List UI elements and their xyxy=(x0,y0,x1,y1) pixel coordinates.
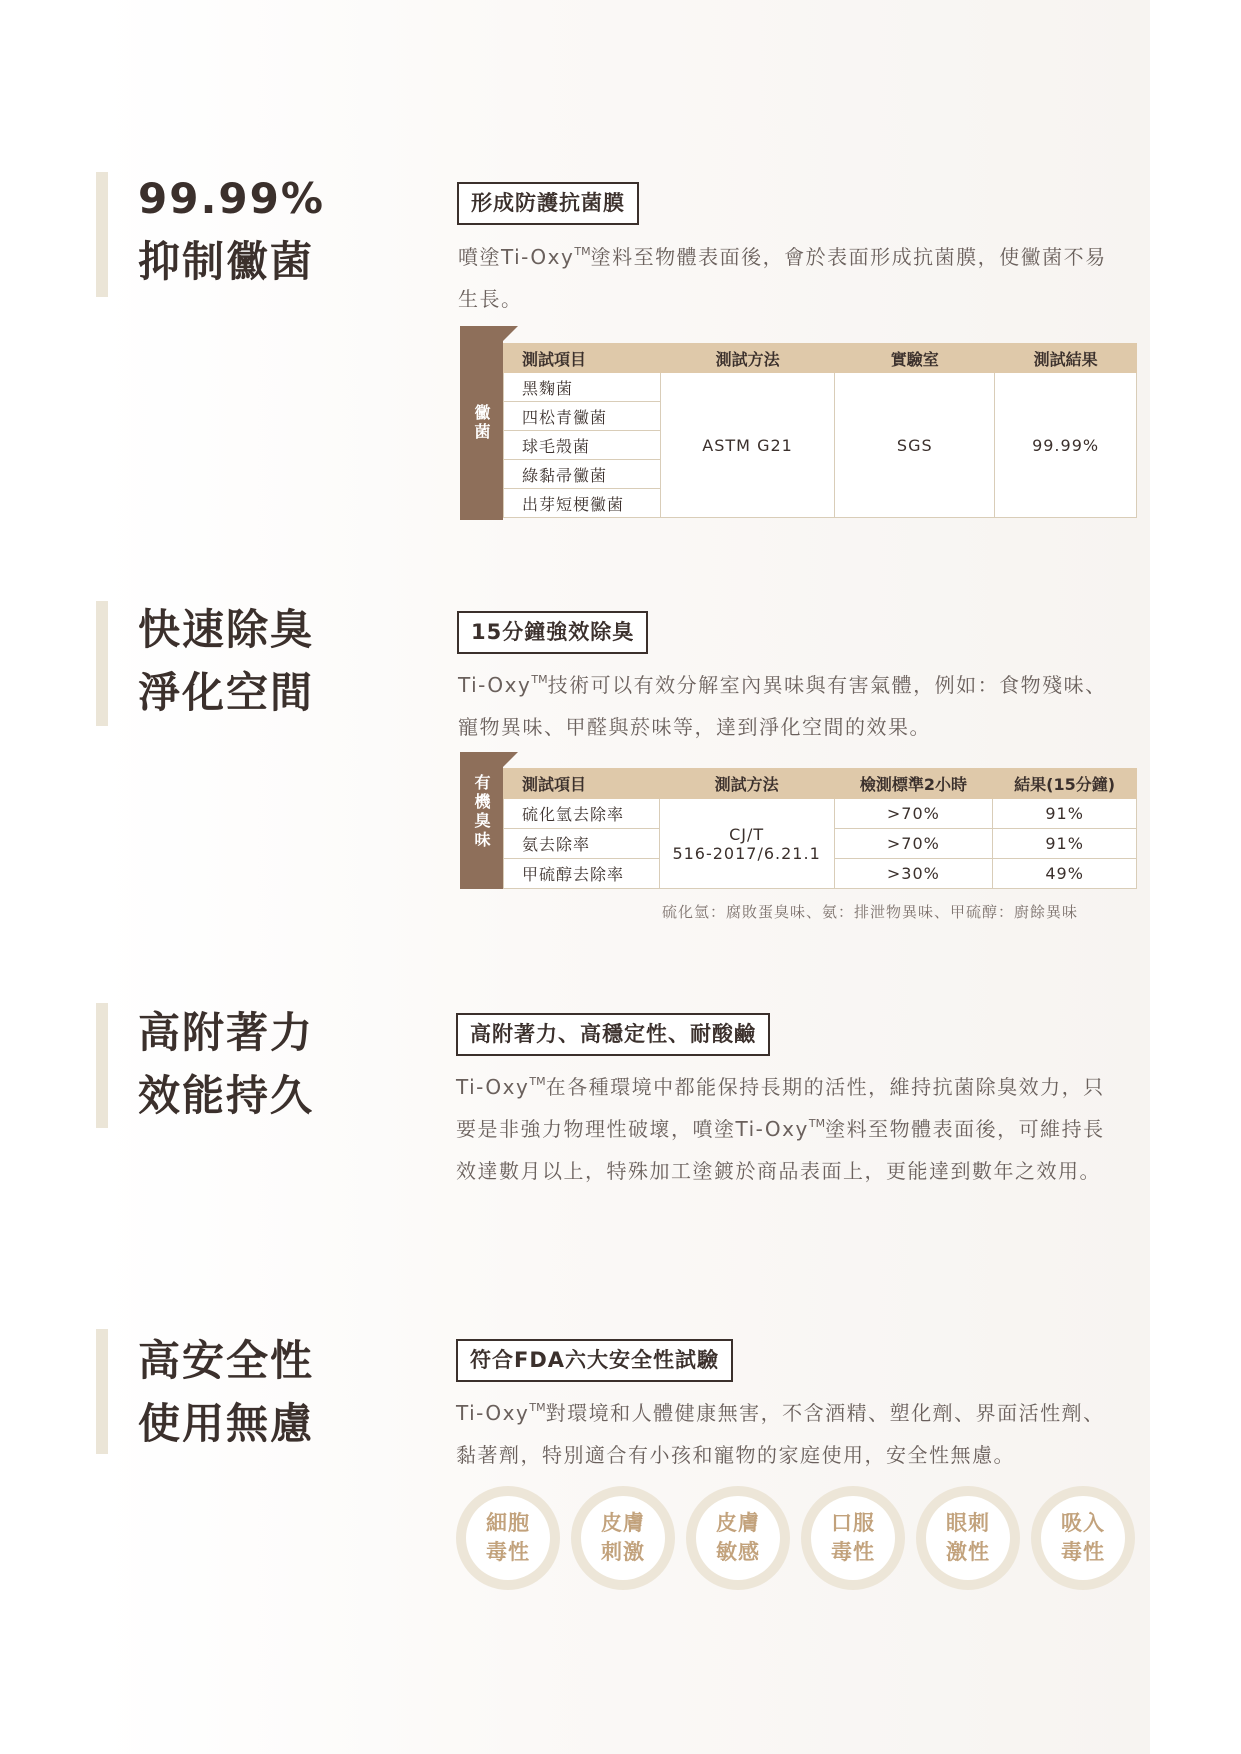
test-badge-skin-sensitization: 皮膚 敏感 xyxy=(686,1486,790,1590)
section-body xyxy=(456,1066,1105,1192)
table-cell: SGS xyxy=(835,373,995,518)
mold-test-table xyxy=(460,326,1137,520)
heading-line: 淨化空間 xyxy=(138,668,315,717)
table-cell: 99.99% xyxy=(995,373,1137,518)
heading-line: 效能持久 xyxy=(138,1071,315,1120)
table-cell: 91% xyxy=(993,799,1137,829)
table-cell: 綠黏帚黴菌 xyxy=(504,460,661,489)
section-heading xyxy=(138,167,325,293)
section-body xyxy=(456,1392,1105,1476)
body-line: Ti-Oxy™技術可以有效分解室內異味與有害氣體，例如：食物殘味、 xyxy=(458,673,1107,697)
table-cell: 氨去除率 xyxy=(504,829,660,859)
column-header: 檢測標準2小時 xyxy=(834,769,993,799)
heading-line: 99.99% xyxy=(138,174,325,223)
table-category-tab: 黴菌 xyxy=(460,326,503,520)
table-cell: 四松青黴菌 xyxy=(504,402,661,431)
section-accent-bar xyxy=(96,172,108,297)
section-heading xyxy=(138,598,314,724)
table-header-row xyxy=(504,769,1137,799)
test-badge-inhalation-toxicity: 吸入 毒性 xyxy=(1031,1486,1135,1590)
table-cell: 球毛殼菌 xyxy=(504,431,661,460)
column-header: 測試方法 xyxy=(660,344,835,373)
table-cell: 91% xyxy=(993,829,1137,859)
body-line: 寵物異味、甲醛與菸味等，達到淨化空間的效果。 xyxy=(458,715,931,739)
table-corner xyxy=(502,326,518,342)
table-category-tab: 有機臭味 xyxy=(460,752,503,889)
table-row xyxy=(504,373,1137,402)
table-cell: 硫化氫去除率 xyxy=(504,799,660,829)
test-badge-cytotoxicity: 細胞 毒性 xyxy=(456,1486,560,1590)
body-line: Ti-Oxy™在各種環境中都能保持長期的活性，維持抗菌除臭效力，只 xyxy=(456,1075,1105,1099)
table-corner xyxy=(502,752,518,768)
heading-line: 抑制黴菌 xyxy=(138,237,315,286)
body-line: 效達數月以上，特殊加工塗鍍於商品表面上，更能達到數年之效用。 xyxy=(456,1159,1101,1183)
heading-line: 快速除臭 xyxy=(138,605,315,654)
table-cell: ASTM G21 xyxy=(660,373,835,518)
heading-line: 使用無慮 xyxy=(138,1399,315,1448)
column-header: 測試項目 xyxy=(504,344,661,373)
section-subtitle: 15分鐘強效除臭 xyxy=(457,611,648,654)
section-subtitle: 符合FDA六大安全性試驗 xyxy=(456,1339,733,1382)
body-line: 噴塗Ti-Oxy™塗料至物體表面後，會於表面形成抗菌膜，使黴菌不易 xyxy=(458,245,1107,269)
body-line: 生長。 xyxy=(458,287,523,311)
test-badge-eye-irritation: 眼刺 激性 xyxy=(916,1486,1020,1590)
section-subtitle: 高附著力、高穩定性、耐酸鹼 xyxy=(456,1013,770,1056)
section-heading xyxy=(138,1001,314,1127)
test-badge-oral-toxicity: 口服 毒性 xyxy=(801,1486,905,1590)
odor-test-table xyxy=(460,752,1137,889)
column-header: 測試方法 xyxy=(659,769,834,799)
table-cell: 黑麴菌 xyxy=(504,373,661,402)
section-heading xyxy=(138,1329,314,1455)
section-body xyxy=(458,236,1107,320)
test-badge-skin-irritation: 皮膚 刺激 xyxy=(571,1486,675,1590)
column-header: 測試項目 xyxy=(504,769,660,799)
body-line: Ti-Oxy™對環境和人體健康無害，不含酒精、塑化劑、界面活性劑、 xyxy=(456,1401,1105,1425)
data-table xyxy=(503,343,1137,518)
column-header: 結果(15分鐘) xyxy=(993,769,1137,799)
body-line: 黏著劑，特別適合有小孩和寵物的家庭使用，安全性無慮。 xyxy=(456,1443,1015,1467)
table-cell: 49% xyxy=(993,859,1137,889)
table-cell: 出芽短梗黴菌 xyxy=(504,489,661,518)
data-table xyxy=(503,768,1137,889)
table-cell: >70% xyxy=(834,799,993,829)
section-body xyxy=(458,664,1107,748)
section-accent-bar xyxy=(96,1329,108,1454)
section-accent-bar xyxy=(96,601,108,726)
table-header-row xyxy=(504,344,1137,373)
body-line: 要是非強力物理性破壞，噴塗Ti-Oxy™塗料至物體表面後，可維持長 xyxy=(456,1117,1105,1141)
table-cell-method: CJ/T 516-2017/6.21.1 xyxy=(659,799,834,889)
section-subtitle: 形成防護抗菌膜 xyxy=(457,182,639,225)
column-header: 測試結果 xyxy=(995,344,1137,373)
table-row xyxy=(504,799,1137,829)
table-footnote: 硫化氫：腐敗蛋臭味、氨：排泄物異味、甲硫醇：廚餘異味 xyxy=(662,903,1079,921)
heading-line: 高附著力 xyxy=(138,1008,315,1057)
table-cell: >30% xyxy=(834,859,993,889)
column-header: 實驗室 xyxy=(835,344,995,373)
table-cell: 甲硫醇去除率 xyxy=(504,859,660,889)
heading-line: 高安全性 xyxy=(138,1336,315,1385)
section-accent-bar xyxy=(96,1003,108,1128)
safety-test-badges xyxy=(456,1486,1135,1590)
table-cell: >70% xyxy=(834,829,993,859)
